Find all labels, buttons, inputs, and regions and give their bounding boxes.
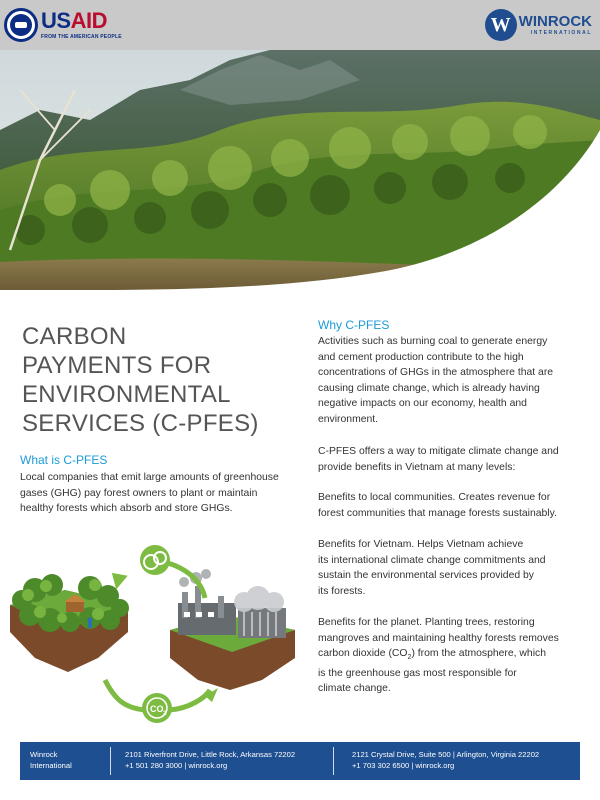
winrock-mark-icon: W: [485, 9, 517, 41]
footer-divider: [110, 747, 111, 775]
carbon-cycle-diagram: [0, 540, 310, 740]
title-line: ENVIRONMENTAL: [22, 381, 231, 408]
usaid-wordmark: USAID: [41, 8, 107, 33]
usaid-seal-icon: [4, 8, 38, 42]
header-bar: [0, 0, 600, 50]
benefit-vietnam-paragraph: Benefits for Vietnam. Helps Vietnam achieve its international climate change commitments and sustain the environmental services provided by its forests.: [318, 539, 546, 597]
svg-text:2: 2: [163, 711, 167, 717]
title-line: SERVICES (C-PFES): [22, 410, 259, 437]
page-title: [22, 322, 292, 438]
footer-divider: [333, 747, 334, 775]
winrock-sub: INTERNATIONAL: [530, 30, 592, 36]
offers-paragraph: C-PFES offers a way to mitigate climate change and provide benefits in Vietnam at many levels:: [318, 446, 559, 473]
money-bag-icon: [140, 545, 170, 575]
why-heading: Why C-PFES: [318, 318, 390, 332]
what-body: Local companies that emit large amounts of greenhouse gases (GHG) pay forest owners to plant or maintain healthy forests which absorb and store GHGs.: [20, 472, 279, 515]
what-heading: What is C-PFES: [20, 453, 108, 467]
co2-cloud-icon: [142, 693, 172, 723]
winrock-logo: [485, 6, 592, 44]
benefit-local-paragraph: Benefits to local communities. Creates revenue for forest communities that manage forests sustainably.: [318, 492, 557, 519]
footer-office-arlington: 2121 Crystal Drive, Suite 500 | Arlington, Virginia 22202 +1 703 302 6500 | winrock.org: [352, 750, 540, 770]
forest-hero-image: [0, 50, 600, 290]
benefit-planet-paragraph: Benefits for the planet. Planting trees, restoring mangroves and maintaining healthy forests removes carbon dioxide $(CO_2)$ from the atmosphere, which is the greenhouse gas most responsible for climate change.: [318, 617, 559, 695]
title-line: CARBON: [22, 323, 127, 350]
svg-text:CO: CO: [150, 704, 164, 714]
usaid-tagline: FROM THE AMERICAN PEOPLE: [41, 34, 122, 40]
footer-office-little-rock: 2101 Riverfront Drive, Little Rock, Arkansas 72202 +1 501 280 3000 | winrock.org: [125, 750, 296, 770]
factory-island-icon: [170, 569, 295, 690]
forest-island-icon: [10, 574, 129, 672]
winrock-name: WINROCK: [518, 13, 592, 30]
footer-bar: [20, 742, 580, 780]
title-line: PAYMENTS FOR: [22, 352, 212, 379]
usaid-logo: [4, 6, 122, 44]
footer-org: Winrock International: [30, 750, 72, 770]
why-body: Activities such as burning coal to generate energy and cement production contribute to the high concentrations of GHGs in the atmosphere that are causing climate change, which is already having negative impacts on our economy, health and environment.: [318, 336, 554, 425]
